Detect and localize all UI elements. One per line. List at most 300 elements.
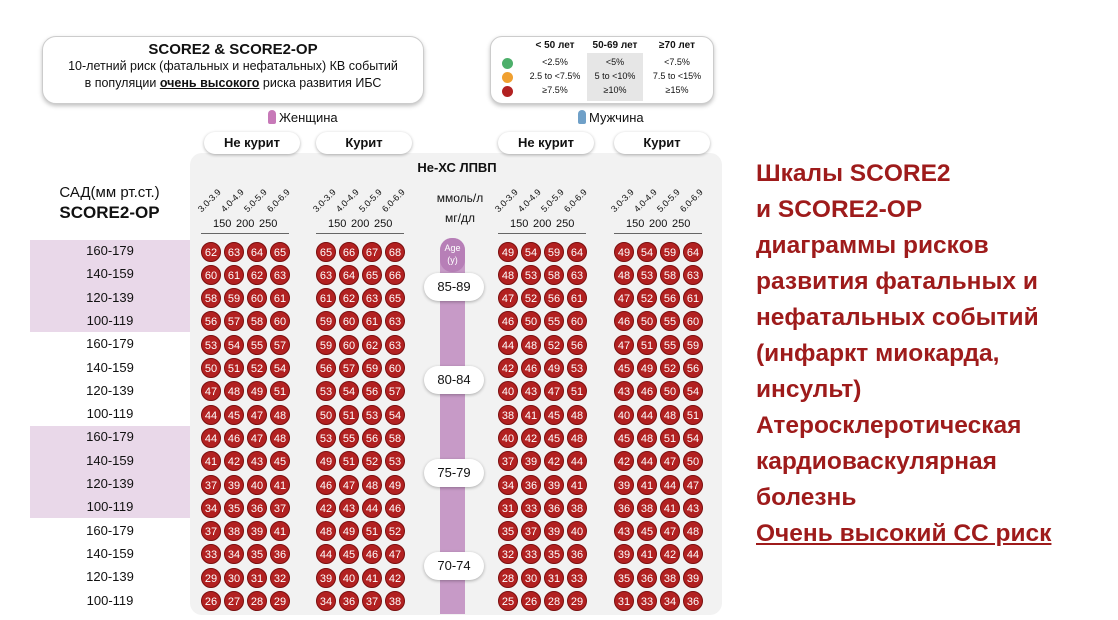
risk-cell: 34	[498, 475, 518, 495]
risk-cell: 48	[567, 405, 587, 425]
risk-cell: 48	[614, 265, 634, 285]
risk-cell: 33	[637, 591, 657, 611]
risk-cell: 41	[270, 521, 290, 541]
sbp-row-label: 120-139	[86, 289, 134, 305]
right-text-line: и SCORE2-OP	[756, 196, 923, 223]
risk-cell: 33	[567, 568, 587, 588]
risk-cell: 35	[224, 498, 244, 518]
risk-cell: 31	[247, 568, 267, 588]
risk-cell: 41	[270, 475, 290, 495]
risk-cell: 45	[544, 405, 564, 425]
risk-cell: 54	[224, 335, 244, 355]
risk-cell: 39	[224, 475, 244, 495]
risk-cell: 51	[567, 381, 587, 401]
right-text-line: инсульт)	[756, 376, 862, 403]
chol-mg-tick: 150	[510, 218, 529, 230]
risk-cell: 30	[224, 568, 244, 588]
risk-cell: 44	[498, 335, 518, 355]
risk-cell: 57	[270, 335, 290, 355]
risk-cell: 38	[567, 498, 587, 518]
right-text-line: болезнь	[756, 484, 857, 511]
risk-cell: 36	[683, 591, 703, 611]
risk-cell: 47	[544, 381, 564, 401]
risk-cell: 63	[316, 265, 336, 285]
chol-mg-tick: 250	[259, 218, 278, 230]
risk-cell: 50	[660, 381, 680, 401]
risk-cell: 42	[224, 451, 244, 471]
risk-cell: 51	[362, 521, 382, 541]
risk-cell: 56	[362, 428, 382, 448]
risk-cell: 41	[521, 405, 541, 425]
chol-mg-tick: 200	[351, 218, 370, 230]
risk-cell: 45	[270, 451, 290, 471]
risk-cell: 43	[614, 521, 634, 541]
risk-cell: 50	[316, 405, 336, 425]
sbp-row-label: 140-159	[86, 266, 134, 282]
risk-cell: 52	[385, 521, 405, 541]
age-group-label: 85-89	[424, 273, 484, 301]
risk-cell: 39	[683, 568, 703, 588]
chol-mmol-tick: 6.0-6.9	[561, 187, 589, 214]
risk-cell: 60	[201, 265, 221, 285]
risk-cell: 41	[660, 498, 680, 518]
legend-header-70plus: ≥70 лет	[659, 40, 695, 51]
chol-mmol-tick: 5.0-5.9	[241, 187, 269, 214]
risk-cell: 51	[224, 358, 244, 378]
risk-cell: 28	[544, 591, 564, 611]
risk-cell: 25	[498, 591, 518, 611]
chol-mmol-tick: 5.0-5.9	[356, 187, 384, 214]
sbp-label: САД(мм рт.ст.)	[59, 184, 160, 201]
risk-cell: 46	[362, 544, 382, 564]
risk-cell: 31	[544, 568, 564, 588]
risk-cell: 59	[362, 358, 382, 378]
risk-cell: 46	[224, 428, 244, 448]
risk-cell: 60	[247, 288, 267, 308]
risk-cell: 49	[247, 381, 267, 401]
risk-cell: 56	[544, 288, 564, 308]
risk-cell: 66	[339, 242, 359, 262]
risk-cell: 47	[614, 288, 634, 308]
sbp-row-label: 100-119	[86, 406, 134, 422]
legend-value: <2.5%	[542, 57, 568, 67]
risk-cell: 46	[637, 381, 657, 401]
risk-cell: 58	[247, 311, 267, 331]
score-label: SCORE2-OP	[59, 203, 160, 222]
risk-cell: 55	[247, 335, 267, 355]
risk-cell: 46	[498, 311, 518, 331]
risk-cell: 55	[339, 428, 359, 448]
risk-cell: 48	[224, 381, 244, 401]
risk-cell: 40	[339, 568, 359, 588]
risk-cell: 50	[201, 358, 221, 378]
risk-cell: 56	[362, 381, 382, 401]
risk-cell: 34	[201, 498, 221, 518]
risk-cell: 53	[362, 405, 382, 425]
risk-cell: 48	[660, 405, 680, 425]
risk-cell: 37	[498, 451, 518, 471]
risk-cell: 50	[683, 451, 703, 471]
risk-cell: 58	[660, 265, 680, 285]
chol-mmol-tick: 3.0-3.9	[310, 187, 338, 214]
risk-cell: 33	[521, 498, 541, 518]
chol-mg-tick: 250	[556, 218, 575, 230]
female-icon	[268, 110, 276, 124]
right-text-line: диаграммы рисков	[756, 232, 989, 259]
sbp-row-label: 120-139	[86, 569, 134, 585]
risk-cell: 35	[498, 521, 518, 541]
legend-value: 5 to <10%	[594, 71, 636, 81]
risk-cell: 50	[521, 311, 541, 331]
risk-cell: 57	[339, 358, 359, 378]
risk-cell: 38	[385, 591, 405, 611]
risk-cell: 52	[660, 358, 680, 378]
risk-cell: 49	[316, 451, 336, 471]
legend-value: 7.5 to <15%	[652, 71, 702, 81]
sbp-row-label: 100-119	[86, 592, 134, 608]
sbp-row-label: 120-139	[86, 382, 134, 398]
risk-cell: 39	[544, 475, 564, 495]
risk-cell: 31	[498, 498, 518, 518]
risk-cell: 45	[614, 358, 634, 378]
risk-cell: 52	[521, 288, 541, 308]
male-label: Мужчина	[578, 110, 644, 125]
chart-title: SCORE2 & SCORE2-OP	[148, 41, 318, 58]
risk-cell: 51	[637, 335, 657, 355]
legend-orange-dot	[502, 72, 513, 83]
chol-mmol-tick: 3.0-3.9	[195, 187, 223, 214]
risk-cell: 31	[614, 591, 634, 611]
risk-cell: 34	[316, 591, 336, 611]
risk-cell: 53	[637, 265, 657, 285]
risk-cell: 36	[614, 498, 634, 518]
risk-cell: 59	[544, 242, 564, 262]
risk-cell: 46	[614, 311, 634, 331]
risk-cell: 64	[247, 242, 267, 262]
risk-cell: 29	[201, 568, 221, 588]
nonhdl-header: Не-ХС ЛПВП	[417, 160, 497, 175]
risk-cell: 49	[339, 521, 359, 541]
risk-cell: 53	[316, 381, 336, 401]
risk-cell: 43	[683, 498, 703, 518]
chol-mmol-tick: 6.0-6.9	[677, 187, 705, 214]
chol-axis-line	[316, 233, 404, 234]
risk-cell: 28	[498, 568, 518, 588]
risk-cell: 47	[498, 288, 518, 308]
chol-mmol-tick: 4.0-4.9	[218, 187, 246, 214]
risk-cell: 63	[385, 335, 405, 355]
chol-mg-tick: 200	[649, 218, 668, 230]
risk-cell: 59	[316, 311, 336, 331]
risk-cell: 51	[339, 405, 359, 425]
right-text-line: развития фатальных и	[756, 268, 1038, 295]
risk-cell: 55	[660, 335, 680, 355]
risk-cell: 29	[270, 591, 290, 611]
risk-cell: 64	[683, 242, 703, 262]
risk-cell: 41	[362, 568, 382, 588]
risk-cell: 46	[316, 475, 336, 495]
risk-cell: 39	[614, 544, 634, 564]
risk-cell: 37	[270, 498, 290, 518]
sbp-header	[42, 182, 177, 238]
sbp-row-label: 160-179	[86, 429, 134, 445]
risk-cell: 32	[498, 544, 518, 564]
chol-axis-line	[614, 233, 702, 234]
risk-cell: 55	[660, 311, 680, 331]
risk-cell: 60	[567, 311, 587, 331]
risk-cell: 51	[683, 405, 703, 425]
risk-cell: 32	[270, 568, 290, 588]
risk-cell: 49	[498, 242, 518, 262]
risk-cell: 34	[224, 544, 244, 564]
risk-cell: 42	[316, 498, 336, 518]
risk-cell: 47	[614, 335, 634, 355]
risk-cell: 62	[362, 335, 382, 355]
risk-cell: 36	[544, 498, 564, 518]
risk-cell: 44	[567, 451, 587, 471]
risk-cell: 52	[544, 335, 564, 355]
sbp-row-label: 140-159	[86, 359, 134, 375]
risk-cell: 37	[521, 521, 541, 541]
risk-cell: 29	[567, 591, 587, 611]
risk-cell: 48	[521, 335, 541, 355]
risk-cell: 53	[201, 335, 221, 355]
risk-cell: 45	[544, 428, 564, 448]
risk-cell: 28	[247, 591, 267, 611]
risk-cell: 26	[201, 591, 221, 611]
risk-cell: 41	[637, 544, 657, 564]
risk-cell: 65	[362, 265, 382, 285]
risk-cell: 44	[201, 428, 221, 448]
risk-cell: 40	[567, 521, 587, 541]
legend-value: <5%	[605, 57, 625, 67]
risk-cell: 47	[683, 475, 703, 495]
risk-cell: 61	[683, 288, 703, 308]
risk-cell: 38	[224, 521, 244, 541]
chol-axis-line	[201, 233, 289, 234]
risk-cell: 54	[521, 242, 541, 262]
risk-cell: 40	[247, 475, 267, 495]
risk-cell: 43	[521, 381, 541, 401]
risk-cell: 44	[362, 498, 382, 518]
risk-cell: 54	[270, 358, 290, 378]
risk-cell: 52	[362, 451, 382, 471]
risk-cell: 40	[498, 428, 518, 448]
risk-cell: 47	[247, 405, 267, 425]
risk-cell: 54	[683, 428, 703, 448]
risk-cell: 42	[498, 358, 518, 378]
risk-cell: 58	[385, 428, 405, 448]
risk-cell: 46	[521, 358, 541, 378]
risk-cell: 54	[339, 381, 359, 401]
risk-cell: 42	[385, 568, 405, 588]
risk-cell: 56	[683, 358, 703, 378]
chol-mmol-tick: 3.0-3.9	[608, 187, 636, 214]
chol-mmol-tick: 5.0-5.9	[654, 187, 682, 214]
risk-cell: 48	[270, 428, 290, 448]
risk-cell: 38	[498, 405, 518, 425]
risk-cell: 39	[247, 521, 267, 541]
risk-cell: 47	[660, 451, 680, 471]
title-box	[42, 36, 424, 104]
sbp-row-label: 160-179	[86, 336, 134, 352]
risk-cell: 48	[316, 521, 336, 541]
risk-cell: 54	[683, 381, 703, 401]
right-text-line: Шкалы SCORE2	[756, 160, 951, 187]
risk-cell: 36	[567, 544, 587, 564]
risk-cell: 27	[224, 591, 244, 611]
risk-cell: 41	[201, 451, 221, 471]
risk-cell: 47	[385, 544, 405, 564]
risk-cell: 64	[567, 242, 587, 262]
risk-cell: 45	[339, 544, 359, 564]
risk-cell: 37	[201, 521, 221, 541]
legend-green-dot	[502, 58, 513, 69]
sbp-row-label: 140-159	[86, 545, 134, 561]
risk-cell: 55	[544, 311, 564, 331]
risk-cell: 60	[683, 311, 703, 331]
legend-value: ≥7.5%	[542, 85, 568, 95]
risk-cell: 54	[385, 405, 405, 425]
risk-cell: 43	[614, 381, 634, 401]
risk-cell: 33	[521, 544, 541, 564]
chol-mg-tick: 200	[533, 218, 552, 230]
risk-cell: 43	[247, 451, 267, 471]
risk-cell: 37	[201, 475, 221, 495]
risk-cell: 52	[637, 288, 657, 308]
risk-cell: 40	[614, 405, 634, 425]
risk-cell: 53	[567, 358, 587, 378]
risk-cell: 48	[498, 265, 518, 285]
risk-cell: 68	[385, 242, 405, 262]
risk-cell: 56	[567, 335, 587, 355]
age-group-label: 75-79	[424, 459, 484, 487]
risk-cell: 62	[201, 242, 221, 262]
risk-cell: 63	[567, 265, 587, 285]
risk-cell: 63	[683, 265, 703, 285]
risk-cell: 60	[339, 311, 359, 331]
risk-cell: 36	[247, 498, 267, 518]
risk-cell: 45	[637, 521, 657, 541]
risk-cell: 35	[614, 568, 634, 588]
risk-cell: 42	[660, 544, 680, 564]
risk-cell: 38	[660, 568, 680, 588]
subtitle-line-1: 10-летний риск (фатальных и нефатальных) КВ событий	[68, 59, 398, 73]
risk-cell: 51	[339, 451, 359, 471]
chol-mmol-tick: 5.0-5.9	[538, 187, 566, 214]
age-group-label: 70-74	[424, 552, 484, 580]
risk-cell: 40	[498, 381, 518, 401]
risk-cell: 45	[614, 428, 634, 448]
risk-cell: 60	[385, 358, 405, 378]
risk-cell: 41	[567, 475, 587, 495]
risk-cell: 59	[316, 335, 336, 355]
female-label: Женщина	[268, 110, 338, 125]
risk-cell: 41	[637, 475, 657, 495]
chol-mg-tick: 200	[236, 218, 255, 230]
risk-cell: 39	[521, 451, 541, 471]
chol-mmol-tick: 4.0-4.9	[631, 187, 659, 214]
chol-mg-tick: 250	[672, 218, 691, 230]
risk-cell: 59	[224, 288, 244, 308]
risk-cell: 52	[247, 358, 267, 378]
risk-cell: 42	[521, 428, 541, 448]
risk-cell: 30	[521, 568, 541, 588]
sbp-row-label: 100-119	[86, 499, 134, 515]
risk-cell: 64	[339, 265, 359, 285]
risk-cell: 54	[637, 242, 657, 262]
risk-cell: 36	[339, 591, 359, 611]
chol-mg-tick: 150	[626, 218, 645, 230]
chol-mmol-tick: 4.0-4.9	[333, 187, 361, 214]
risk-cell: 44	[316, 544, 336, 564]
risk-cell: 39	[544, 521, 564, 541]
risk-cell: 39	[316, 568, 336, 588]
right-text-line: нефатальных событий	[756, 304, 1039, 331]
sbp-row-label: 160-179	[86, 243, 134, 258]
risk-cell: 44	[660, 475, 680, 495]
chol-mg-tick: 150	[213, 218, 232, 230]
risk-cell: 47	[247, 428, 267, 448]
risk-cell: 48	[567, 428, 587, 448]
risk-cell: 53	[316, 428, 336, 448]
risk-cell: 56	[316, 358, 336, 378]
male-icon	[578, 110, 586, 124]
male-nonsmoker-label: Не курит	[498, 132, 594, 154]
risk-cell: 53	[521, 265, 541, 285]
right-text-line: кардиоваскулярная	[756, 448, 997, 475]
risk-cell: 56	[201, 311, 221, 331]
chol-mmol-tick: 4.0-4.9	[515, 187, 543, 214]
risk-cell: 35	[247, 544, 267, 564]
risk-cell: 33	[201, 544, 221, 564]
legend-value: 2.5 to <7.5%	[529, 71, 581, 81]
risk-cell: 47	[201, 381, 221, 401]
risk-cell: 42	[544, 451, 564, 471]
chol-mmol-tick: 6.0-6.9	[264, 187, 292, 214]
right-text	[756, 156, 1096, 552]
sbp-row-label: 160-179	[86, 522, 134, 538]
risk-cell: 58	[544, 265, 564, 285]
risk-cell: 62	[247, 265, 267, 285]
risk-cell: 48	[362, 475, 382, 495]
risk-cell: 35	[544, 544, 564, 564]
risk-cell: 48	[637, 428, 657, 448]
risk-cell: 65	[385, 288, 405, 308]
risk-cell: 48	[683, 521, 703, 541]
risk-cell: 37	[362, 591, 382, 611]
risk-cell: 59	[683, 335, 703, 355]
risk-cell: 61	[362, 311, 382, 331]
risk-cell: 63	[362, 288, 382, 308]
right-text-line: Атеросклеротическая	[756, 412, 1022, 439]
risk-cell: 65	[316, 242, 336, 262]
chol-mmol-tick: 3.0-3.9	[492, 187, 520, 214]
legend-header-under50: < 50 лет	[535, 40, 575, 51]
risk-cell: 67	[362, 242, 382, 262]
risk-cell: 61	[270, 288, 290, 308]
risk-legend	[490, 36, 714, 104]
risk-cell: 63	[385, 311, 405, 331]
risk-cell: 58	[201, 288, 221, 308]
risk-cell: 44	[637, 451, 657, 471]
risk-cell: 36	[521, 475, 541, 495]
legend-value: ≥15%	[665, 85, 689, 95]
risk-cell: 57	[224, 311, 244, 331]
risk-cell: 62	[339, 288, 359, 308]
risk-cell: 34	[660, 591, 680, 611]
risk-cell: 49	[544, 358, 564, 378]
